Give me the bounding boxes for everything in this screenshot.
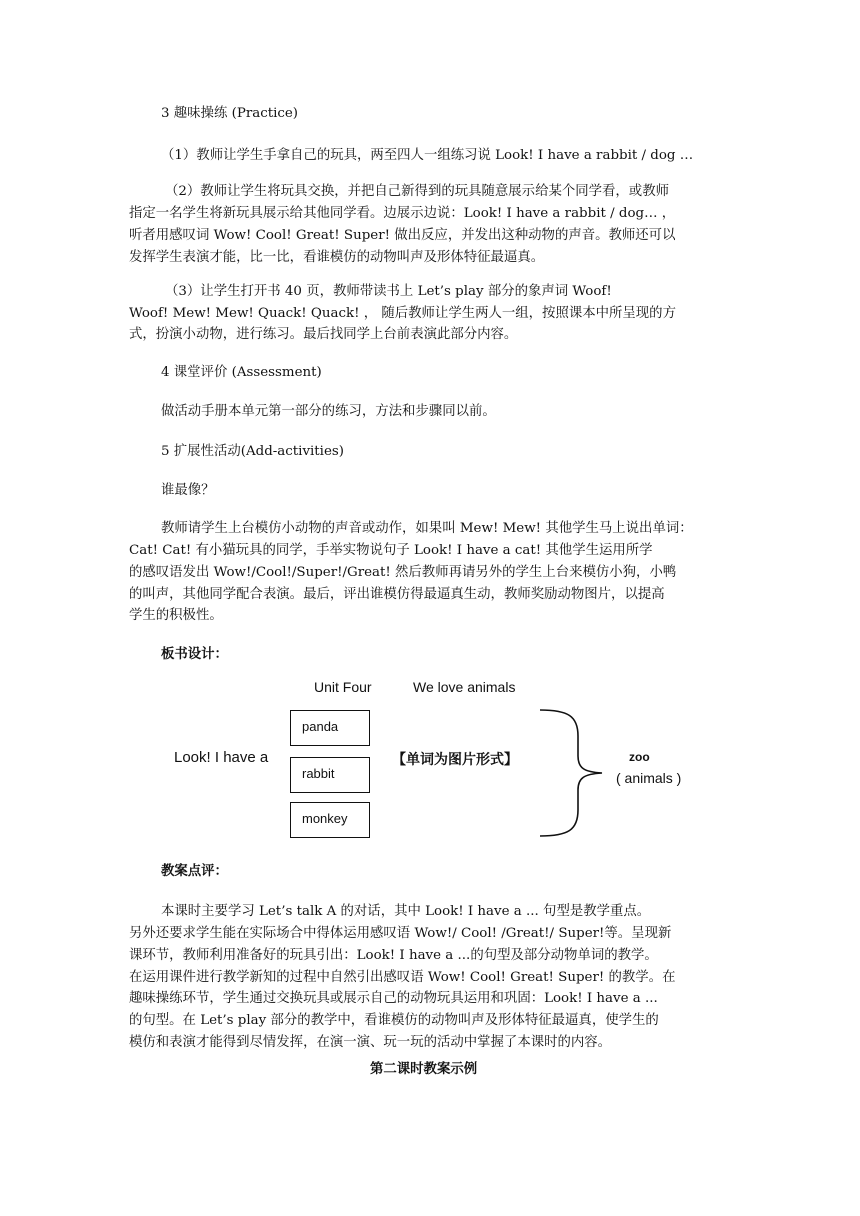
assessment-heading: 4 课堂评价 (Assessment)	[161, 365, 322, 380]
practice-paragraph-2-line: 指定一名学生将新玩具展示给其他同学看。边展示边说：Look! I have a rabbit / dog… ，	[129, 206, 676, 221]
practice-paragraph-1: （1）教师让学生手拿自己的玩具，两至四人一组练习说 Look! I have a rabbit / dog …	[161, 148, 694, 163]
comment-heading: 教案点评：	[161, 863, 228, 879]
curly-brace-icon	[538, 706, 610, 840]
board-look-text: Look! I have a	[174, 749, 269, 766]
extension-body-line: 的叫声，其他同学配合表演。最后，评出谁模仿得最逼真生动，教师奖励动物图片，以提高	[129, 587, 665, 602]
board-animals: ( animals )	[616, 770, 682, 786]
practice-paragraph-3-line: 式，扮演小动物，进行练习。最后找同学上台前表演此部分内容。	[129, 327, 518, 342]
practice-paragraph-2-line: 发挥学生表演才能，比一比，看谁模仿的动物叫声及形体特征最逼真。	[129, 250, 545, 265]
word-box-panda: panda	[290, 710, 370, 746]
extension-body-line: 学生的积极性。	[129, 608, 223, 623]
extension-body-line: 教师请学生上台模仿小动物的声音或动作，如果叫 Mew! Mew! 其他学生马上说出单词：	[161, 521, 693, 536]
assessment-text: 做活动手册本单元第一部分的练习，方法和步骤同以前。	[161, 404, 496, 419]
extension-body-line: Cat! Cat! 有小猫玩具的同学，手举实物说句子 Look! I have a cat! 其他学生运用所学	[129, 543, 653, 558]
board-unit: Unit Four	[314, 679, 372, 695]
practice-paragraph-2-line: 听者用感叹词 Wow! Cool! Great! Super! 做出反应，并发出这种动物的声音。教师还可以	[129, 228, 676, 243]
board-note: 【单词为图片形式】	[392, 751, 518, 767]
board-zoo: zoo	[629, 750, 650, 764]
word-box-monkey: monkey	[290, 802, 370, 838]
comment-body-line: 另外还要求学生能在实际场合中得体运用感叹语 Wow!/ Cool! /Great!/ Super!等。呈现新	[129, 926, 672, 941]
board-heading: 板书设计：	[161, 646, 228, 662]
comment-body-line: 趣味操练环节，学生通过交换玩具或展示自己的动物玩具运用和巩固：Look! I have a ...	[129, 991, 658, 1006]
practice-paragraph-3-line: （3）让学生打开书 40 页，教师带读书上 Let’s play 部分的象声词 Woof!	[165, 284, 612, 299]
word-box-rabbit: rabbit	[290, 757, 370, 793]
board-diagram	[160, 672, 700, 842]
extension-heading: 5 扩展性活动(Add-activities)	[161, 444, 344, 459]
comment-body-line: 的句型。在 Let’s play 部分的教学中，看谁模仿的动物叫声及形体特征最逼真，使学生的	[129, 1013, 659, 1028]
practice-heading: 3 趣味操练 (Practice)	[161, 106, 299, 121]
extension-question: 谁最像？	[161, 483, 215, 498]
practice-paragraph-2-line: （2）教师让学生将玩具交换，并把自己新得到的玩具随意展示给某个同学看，或教师	[165, 184, 669, 199]
extension-body-line: 的感叹语发出 Wow!/Cool!/Super!/Great! 然后教师再请另外的学生上台来模仿小狗，小鸭	[129, 565, 677, 580]
comment-body-line: 模仿和表演才能得到尽情发挥，在演一演、玩一玩的活动中掌握了本课时的内容。	[129, 1035, 612, 1050]
comment-body-line: 在运用课件进行教学新知的过程中自然引出感叹语 Wow! Cool! Great! Super! 的教学。在	[129, 970, 676, 985]
practice-paragraph-3-line: Woof! Mew! Mew! Quack! Quack! ， 随后教师让学生两人一组，按照课本中所呈现的方	[129, 306, 676, 321]
board-title: We love animals	[413, 679, 516, 695]
comment-body-line: 课环节，教师利用准备好的玩具引出：Look! I have a ...的句型及部分动物单词的教学。	[129, 948, 658, 963]
section-title: 第二课时教案示例	[370, 1061, 478, 1077]
comment-body-line: 本课时主要学习 Let’s talk A 的对话，其中 Look! I have a ... 句型是教学重点。	[161, 904, 651, 919]
